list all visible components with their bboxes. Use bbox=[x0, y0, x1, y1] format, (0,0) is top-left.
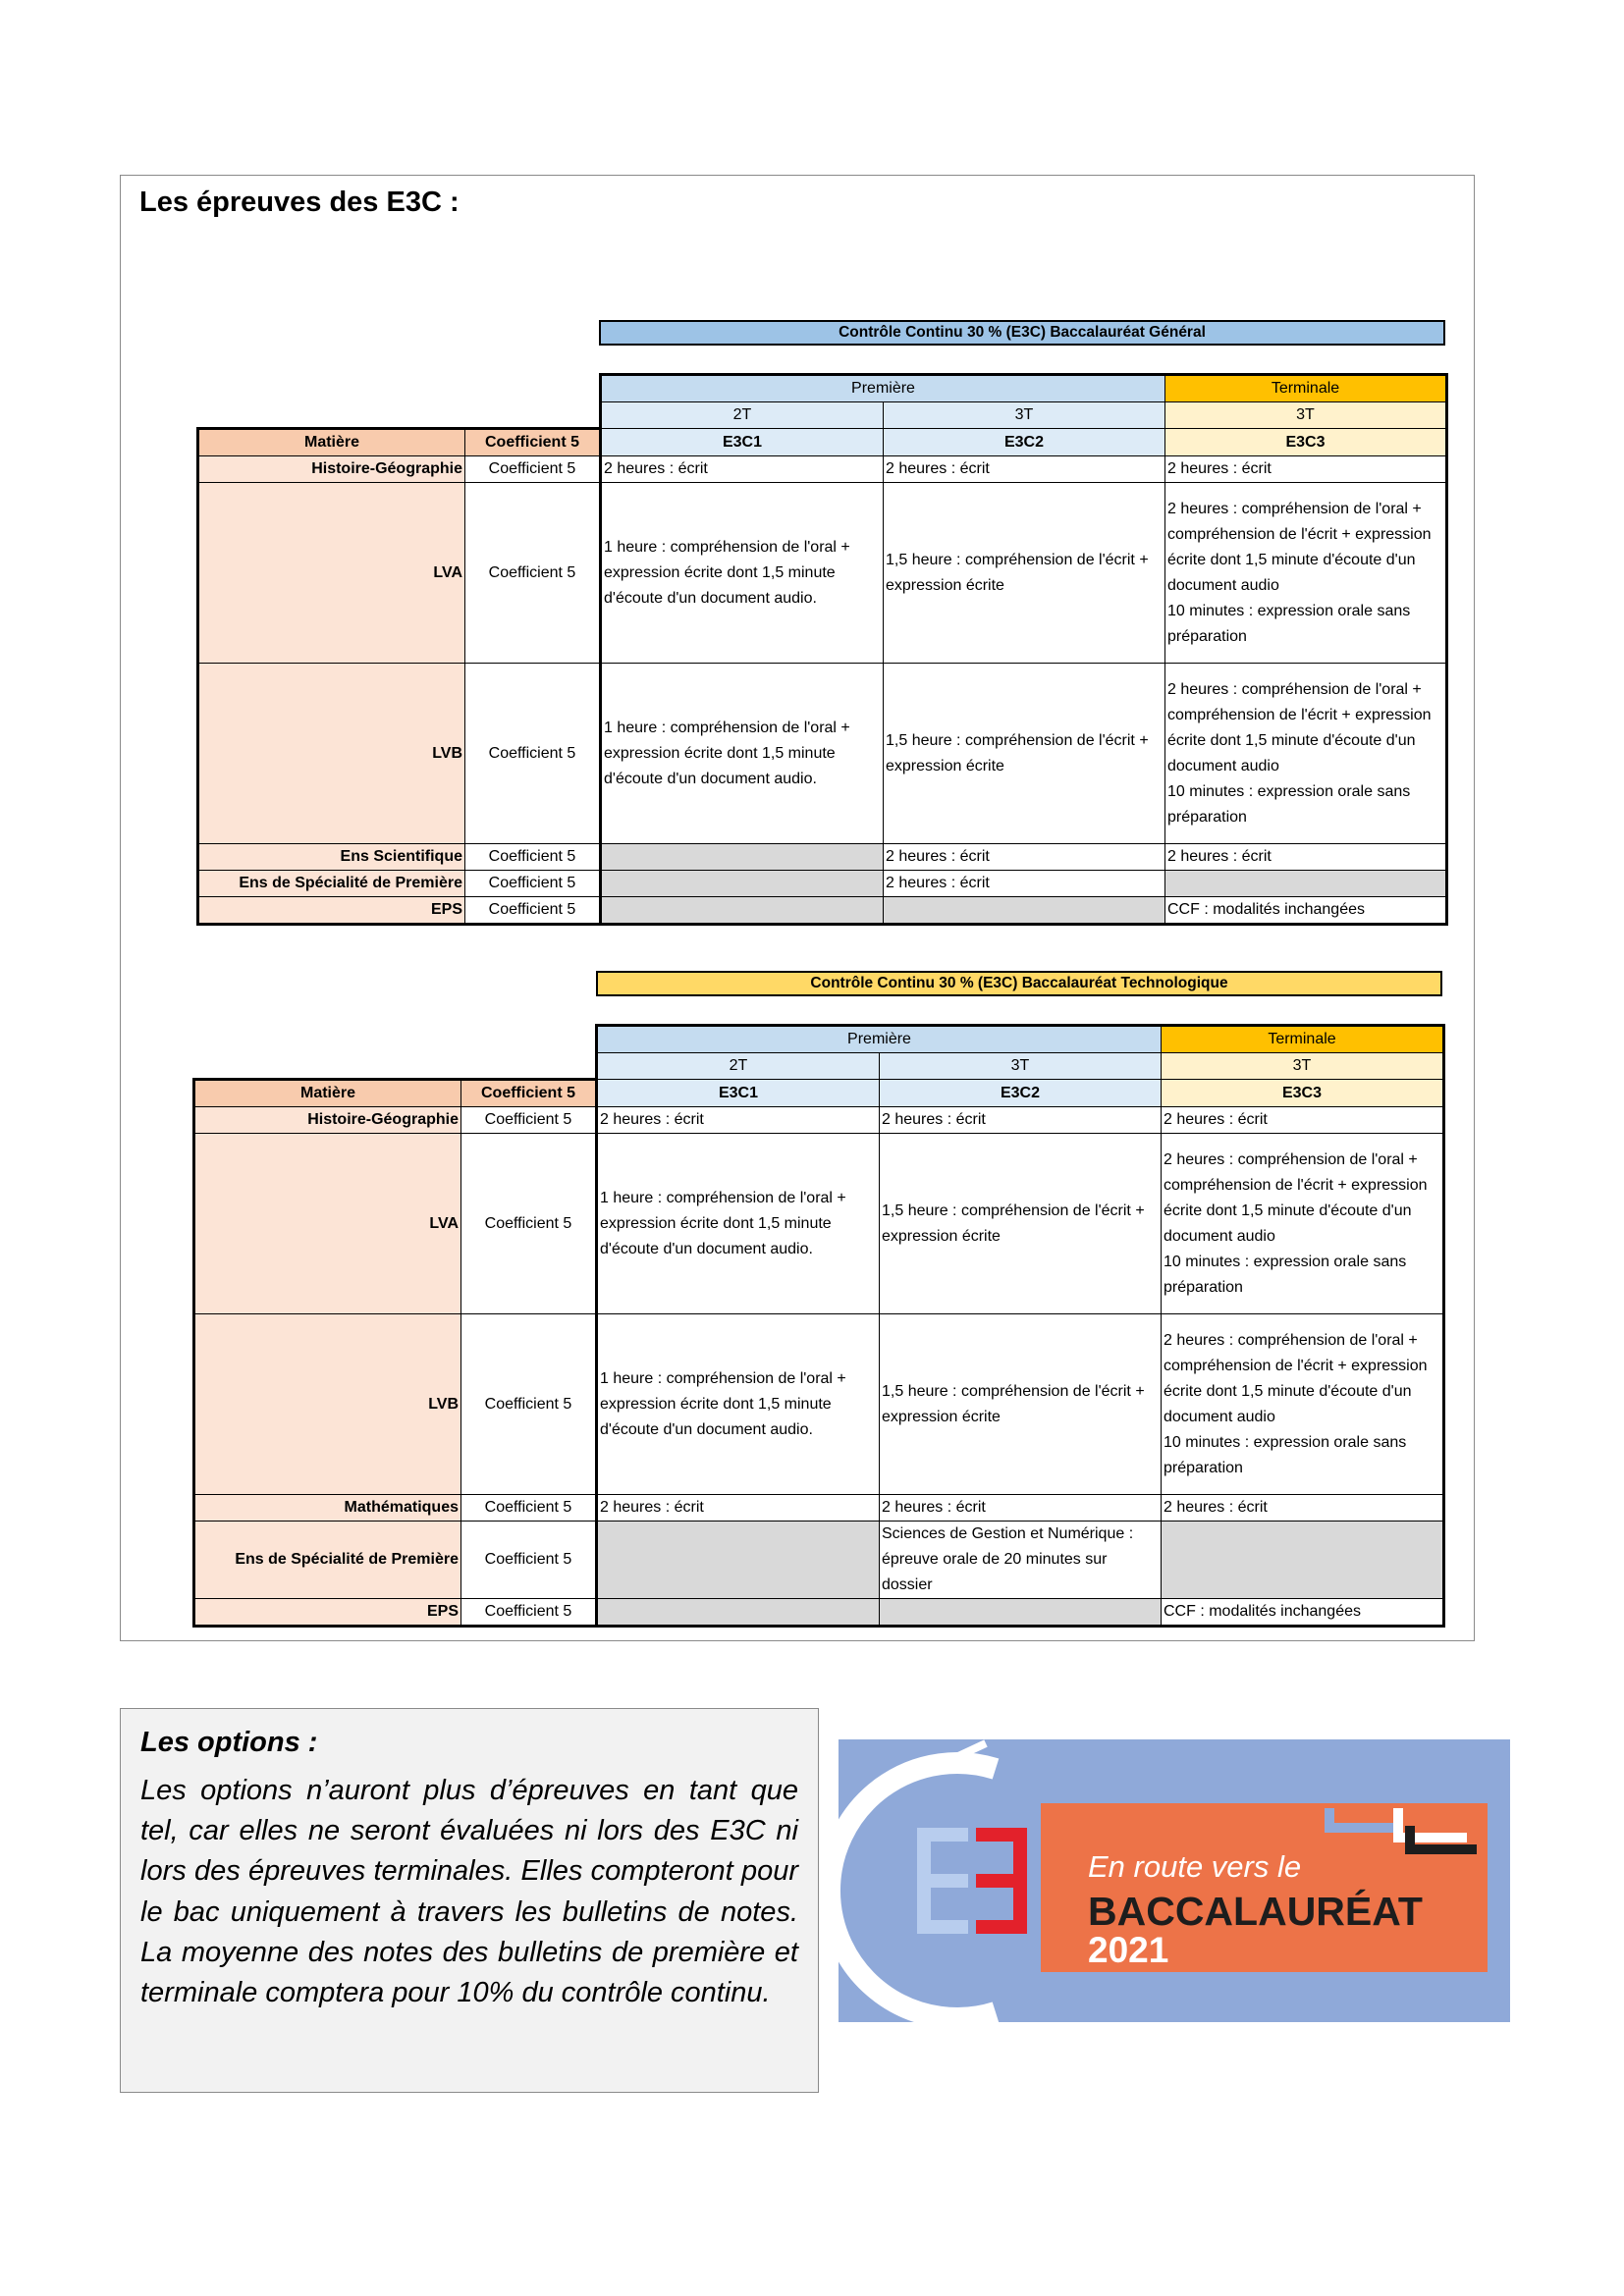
col-2t: 2T bbox=[601, 402, 884, 429]
e3c2-cell: Sciences de Gestion et Numérique : épreuve orale de 20 minutes sur dossier bbox=[880, 1522, 1162, 1599]
e3c3-cell: CCF : modalités inchangées bbox=[1162, 1599, 1444, 1627]
e3c2-cell: 1,5 heure : compréhension de l'écrit + expression écrite bbox=[884, 483, 1165, 664]
matiere-header: Matière bbox=[198, 429, 465, 456]
premiere-header: Première bbox=[597, 1026, 1162, 1053]
subject-cell: LVA bbox=[198, 483, 465, 664]
e3c2-cell bbox=[884, 897, 1165, 925]
table-row bbox=[198, 844, 1447, 871]
coef-cell: Coefficient 5 bbox=[461, 1522, 597, 1599]
e3c2-header: E3C2 bbox=[880, 1080, 1162, 1107]
e3c3-written: 2 heures : compréhension de l'oral + compréhension de l'écrit + expression écrite dont 1,5 minute d'écoute d'un document audio bbox=[1164, 1150, 1428, 1245]
subject-cell: EPS bbox=[198, 897, 465, 925]
e3c3-cell bbox=[1165, 871, 1447, 897]
subject-cell: Ens Scientifique bbox=[198, 844, 465, 871]
e3c3-cell bbox=[1165, 483, 1447, 664]
e3c2-cell: 1,5 heure : compréhension de l'écrit + expression écrite bbox=[880, 1314, 1162, 1495]
techno-banner: Contrôle Continu 30 % (E3C) Baccalauréat Technologique bbox=[596, 971, 1442, 996]
terminale-header: Terminale bbox=[1165, 375, 1447, 402]
col-2t: 2T bbox=[597, 1053, 880, 1080]
coef-cell: Coefficient 5 bbox=[461, 1314, 597, 1495]
e3c3-written: 2 heures : compréhension de l'oral + compréhension de l'écrit + expression écrite dont 1,5 minute d'écoute d'un document audio bbox=[1167, 500, 1432, 594]
e3c2-cell: 2 heures : écrit bbox=[884, 871, 1165, 897]
table-row bbox=[194, 1599, 1444, 1627]
options-box bbox=[120, 1708, 819, 2093]
e3c3-cell: CCF : modalités inchangées bbox=[1165, 897, 1447, 925]
subject-cell: LVA bbox=[194, 1134, 461, 1314]
subject-cell: Histoire-Géographie bbox=[194, 1107, 461, 1134]
coef-cell: Coefficient 5 bbox=[461, 1599, 597, 1627]
e3c1-cell bbox=[597, 1522, 880, 1599]
logo-tagline: En route vers le bbox=[1088, 1849, 1302, 1884]
e3c3-oral: 10 minutes : expression orale sans préparation bbox=[1167, 782, 1411, 826]
premiere-header: Première bbox=[601, 375, 1165, 402]
e3c3-cell: 2 heures : écrit bbox=[1165, 844, 1447, 871]
e3c2-cell: 2 heures : écrit bbox=[880, 1107, 1162, 1134]
subject-cell: Mathématiques bbox=[194, 1495, 461, 1522]
general-banner: Contrôle Continu 30 % (E3C) Baccalauréat Général bbox=[599, 320, 1445, 346]
table-row bbox=[198, 483, 1447, 664]
e3c3-header: E3C3 bbox=[1165, 429, 1447, 456]
coef-cell: Coefficient 5 bbox=[461, 1495, 597, 1522]
table-row bbox=[198, 664, 1447, 844]
table-row bbox=[194, 1314, 1444, 1495]
general-table bbox=[196, 373, 1448, 926]
coef-cell: Coefficient 5 bbox=[465, 844, 601, 871]
e3c1-cell: 1 heure : compréhension de l'oral + expression écrite dont 1,5 minute d'écoute d'un document audio. bbox=[597, 1314, 880, 1495]
bac-2021-logo bbox=[839, 1739, 1510, 2022]
e3c3-written: 2 heures : compréhension de l'oral + compréhension de l'écrit + expression écrite dont 1,5 minute d'écoute d'un document audio bbox=[1164, 1331, 1428, 1425]
coefficient-header: Coefficient 5 bbox=[465, 429, 601, 456]
matiere-header: Matière bbox=[194, 1080, 461, 1107]
e3c3-cell bbox=[1165, 664, 1447, 844]
e3c1-cell bbox=[601, 871, 884, 897]
table-row bbox=[194, 1522, 1444, 1599]
coef-cell: Coefficient 5 bbox=[465, 664, 601, 844]
e3c1-cell: 1 heure : compréhension de l'oral + expression écrite dont 1,5 minute d'écoute d'un document audio. bbox=[597, 1134, 880, 1314]
subject-cell: Histoire-Géographie bbox=[198, 456, 465, 483]
e3c1-cell: 2 heures : écrit bbox=[601, 456, 884, 483]
logo-baccalaureat: BACCALAURÉAT bbox=[1088, 1889, 1423, 1934]
e3c3-cell bbox=[1162, 1134, 1444, 1314]
subject-cell: EPS bbox=[194, 1599, 461, 1627]
e3c1-cell: 2 heures : écrit bbox=[597, 1495, 880, 1522]
table-row bbox=[194, 1134, 1444, 1314]
e3c3-oral: 10 minutes : expression orale sans préparation bbox=[1164, 1433, 1407, 1476]
col-3t-terminale: 3T bbox=[1165, 402, 1447, 429]
e3c1-cell: 1 heure : compréhension de l'oral + expression écrite dont 1,5 minute d'écoute d'un document audio. bbox=[601, 483, 884, 664]
e3c1-cell bbox=[601, 897, 884, 925]
options-title: Les options : bbox=[140, 1727, 318, 1758]
coef-cell: Coefficient 5 bbox=[465, 456, 601, 483]
table-row bbox=[198, 871, 1447, 897]
e3c2-cell: 1,5 heure : compréhension de l'écrit + expression écrite bbox=[884, 664, 1165, 844]
coef-cell: Coefficient 5 bbox=[461, 1134, 597, 1314]
e3c1-cell: 2 heures : écrit bbox=[597, 1107, 880, 1134]
e3c3-cell: 2 heures : écrit bbox=[1162, 1495, 1444, 1522]
e3c3-written: 2 heures : compréhension de l'oral + compréhension de l'écrit + expression écrite dont 1,5 minute d'écoute d'un document audio bbox=[1167, 680, 1432, 774]
terminale-header: Terminale bbox=[1162, 1026, 1444, 1053]
subject-cell: Ens de Spécialité de Première bbox=[194, 1522, 461, 1599]
col-3t: 3T bbox=[880, 1053, 1162, 1080]
e3c2-header: E3C2 bbox=[884, 429, 1165, 456]
col-3t: 3T bbox=[884, 402, 1165, 429]
e3c2-cell: 1,5 heure : compréhension de l'écrit + expression écrite bbox=[880, 1134, 1162, 1314]
e3c1-header: E3C1 bbox=[597, 1080, 880, 1107]
e3c3-header: E3C3 bbox=[1162, 1080, 1444, 1107]
subject-cell: Ens de Spécialité de Première bbox=[198, 871, 465, 897]
subject-cell: LVB bbox=[198, 664, 465, 844]
coef-cell: Coefficient 5 bbox=[461, 1107, 597, 1134]
page-title: Les épreuves des E3C : bbox=[139, 187, 460, 218]
e3c1-cell: 1 heure : compréhension de l'oral + expression écrite dont 1,5 minute d'écoute d'un document audio. bbox=[601, 664, 884, 844]
table-row bbox=[194, 1495, 1444, 1522]
options-text: Les options n’auront plus d’épreuves en tant que tel, car elles ne seront évaluées ni lors des E3C ni lors des épreuves terminales. Elles compteront pour le bac uniquement à travers les bulletins de notes. La moyenne des notes des bulletins de première et terminale comptera pour 10% du contrôle continu. bbox=[140, 1775, 798, 2009]
e3c3-cell: 2 heures : écrit bbox=[1165, 456, 1447, 483]
coef-cell: Coefficient 5 bbox=[465, 897, 601, 925]
coef-cell: Coefficient 5 bbox=[465, 871, 601, 897]
techno-table bbox=[192, 1024, 1445, 1628]
logo-year: 2021 bbox=[1088, 1930, 1169, 1970]
e3c2-cell bbox=[880, 1599, 1162, 1627]
table-row bbox=[194, 1107, 1444, 1134]
table-row bbox=[198, 897, 1447, 925]
coefficient-header: Coefficient 5 bbox=[461, 1080, 597, 1107]
e3c3-cell: 2 heures : écrit bbox=[1162, 1107, 1444, 1134]
e3c2-cell: 2 heures : écrit bbox=[884, 844, 1165, 871]
e3c1-header: E3C1 bbox=[601, 429, 884, 456]
e3c3-oral: 10 minutes : expression orale sans préparation bbox=[1164, 1253, 1407, 1296]
e3c3-oral: 10 minutes : expression orale sans préparation bbox=[1167, 602, 1411, 645]
subject-cell: LVB bbox=[194, 1314, 461, 1495]
table-row bbox=[198, 456, 1447, 483]
e3c1-cell bbox=[601, 844, 884, 871]
coef-cell: Coefficient 5 bbox=[465, 483, 601, 664]
e3c3-cell bbox=[1162, 1314, 1444, 1495]
col-3t-terminale: 3T bbox=[1162, 1053, 1444, 1080]
e3c2-cell: 2 heures : écrit bbox=[884, 456, 1165, 483]
e3c1-cell bbox=[597, 1599, 880, 1627]
e3c3-cell bbox=[1162, 1522, 1444, 1599]
e3c2-cell: 2 heures : écrit bbox=[880, 1495, 1162, 1522]
